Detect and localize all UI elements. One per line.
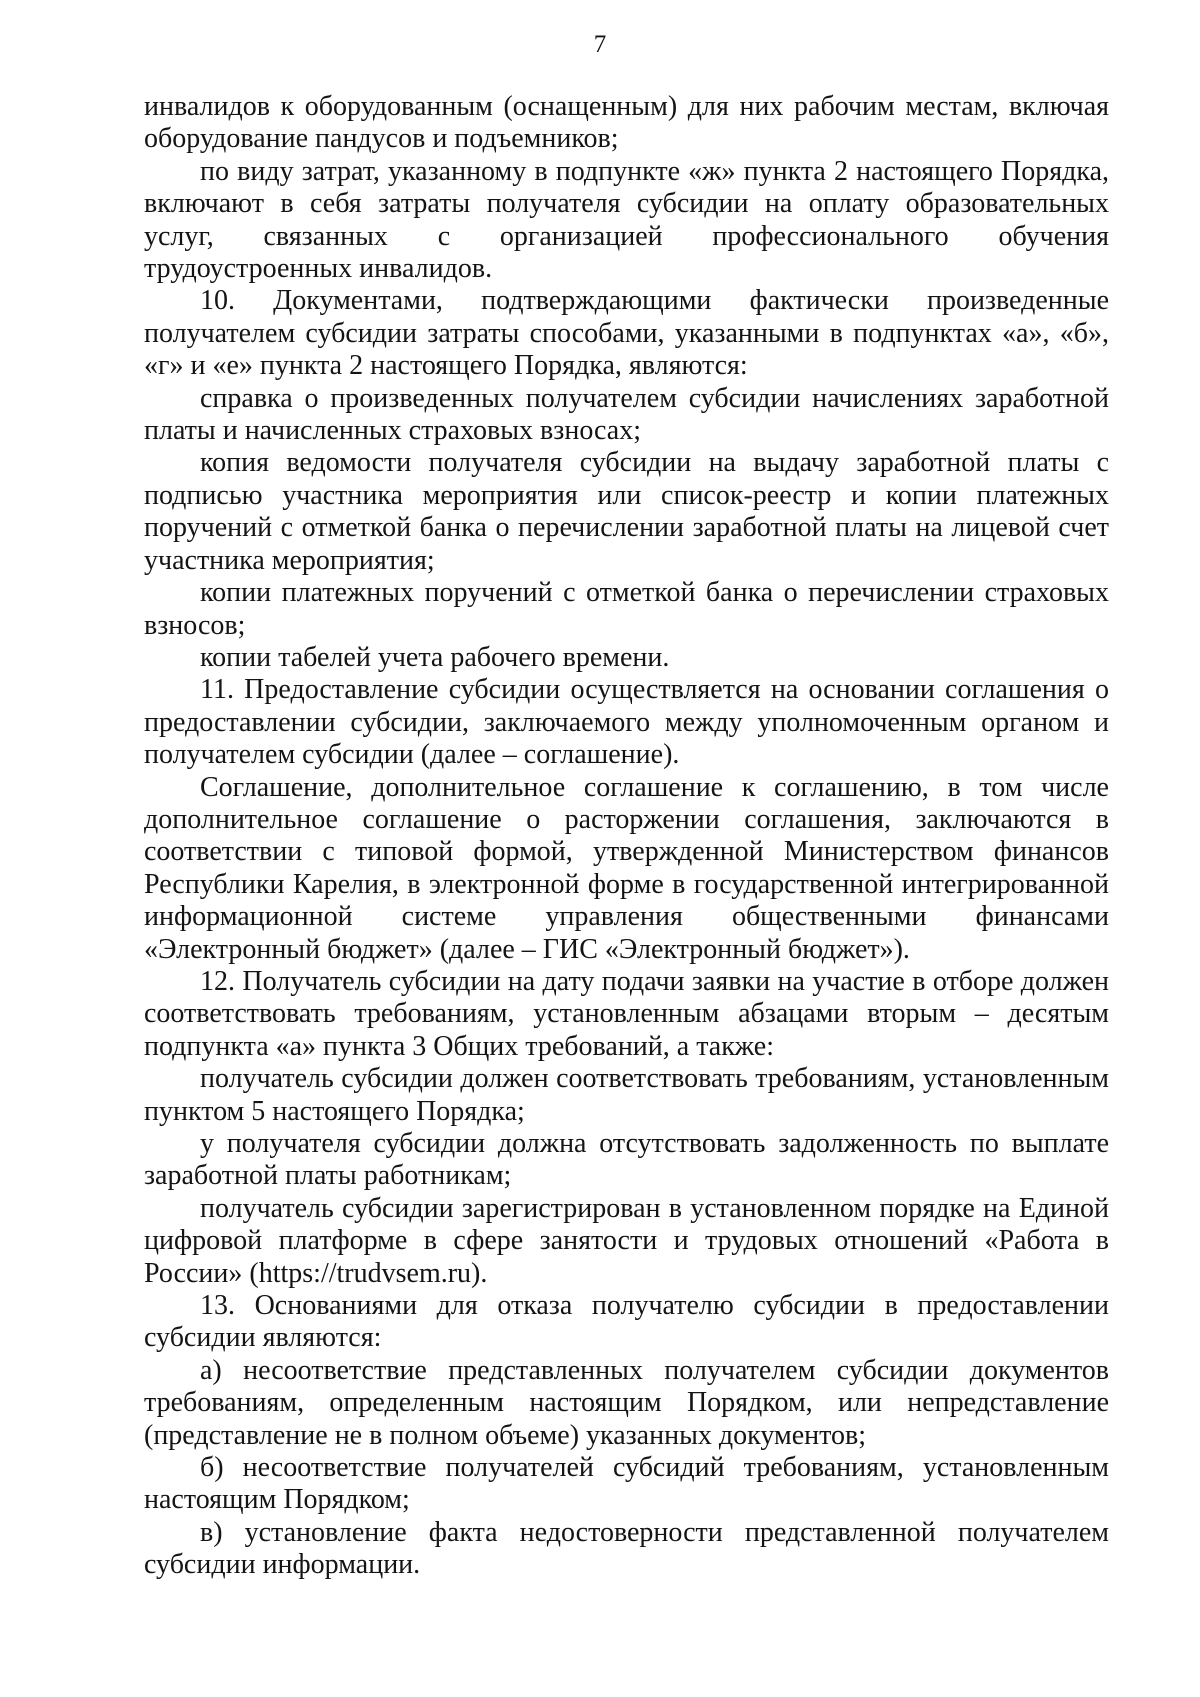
paragraph: б) несоответствие получателей субсидий требованиям, установленным настоящим Порядком; [144, 1452, 1109, 1516]
paragraph: получатель субсидии зарегистрирован в установленном порядке на Единой цифровой платформе в сфере занятости и трудовых отношений «Работа в России» (https://trudvsem.ru). [144, 1192, 1109, 1289]
paragraph: Соглашение, дополнительное соглашение к соглашению, в том числе дополнительное соглашение о расторжении соглашения, заключаются в соответствии с типовой формой, утвержденной Министерством финансов Республики Карелия, в электронной форме в государственной интегрированной информационной системе управления общественными финансами «Электронный бюджет» (далее – ГИС «Электронный бюджет»). [144, 771, 1109, 965]
paragraph: копия ведомости получателя субсидии на выдачу заработной платы с подписью участника мероприятия или список-реестр и копии платежных поручений с отметкой банка о перечислении заработной платы на лицевой счет участника мероприятия; [144, 447, 1109, 576]
paragraph: 11. Предоставление субсидии осуществляется на основании соглашения о предоставлении субсидии, заключаемого между уполномоченным органом и получателем субсидии (далее – соглашение). [144, 674, 1109, 771]
paragraph: 12. Получатель субсидии на дату подачи заявки на участие в отборе должен соответствовать требованиям, установленным абзацами вторым – десятым подпункта «а» пункта 3 Общих требований, а также: [144, 965, 1109, 1062]
paragraph: по виду затрат, указанному в подпункте «ж» пункта 2 настоящего Порядка, включают в себя затраты получателя субсидии на оплату образовательных услуг, связанных с организацией профессионального обучения трудоустроенных инвалидов. [144, 155, 1109, 285]
paragraph: инвалидов к оборудованным (оснащенным) для них рабочим местам, включая оборудование пандусов и подъемников; [144, 91, 1109, 155]
paragraph: 13. Основаниями для отказа получателю субсидии в предоставлении субсидии являются: [144, 1290, 1109, 1354]
paragraph: получатель субсидии должен соответствовать требованиям, установленным пунктом 5 настоящего Порядка; [144, 1063, 1109, 1127]
paragraph: 10. Документами, подтверждающими фактически произведенные получателем субсидии затраты способами, указанными в подпунктах «а», «б», «г» и «е» пункта 2 настоящего Порядка, являются: [144, 285, 1109, 382]
paragraph: в) установление факта недостоверности представленной получателем субсидии информации. [144, 1516, 1109, 1581]
paragraph: копии платежных поручений с отметкой банка о перечислении страховых взносов; [144, 577, 1109, 641]
paragraph: копии табелей учета рабочего времени. [200, 641, 670, 673]
page-number: 7 [593, 31, 607, 58]
paragraph: а) несоответствие представленных получателем субсидии документов требованиям, определенным настоящим Порядком, или непредставление (представление не в полном объеме) указанных документов; [144, 1354, 1109, 1451]
document-body [144, 91, 1109, 1582]
paragraph: у получателя субсидии должна отсутствовать задолженность по выплате заработной платы работникам; [144, 1128, 1109, 1192]
paragraph: справка о произведенных получателем субсидии начислениях заработной платы и начисленных страховых взносах; [144, 382, 1109, 447]
